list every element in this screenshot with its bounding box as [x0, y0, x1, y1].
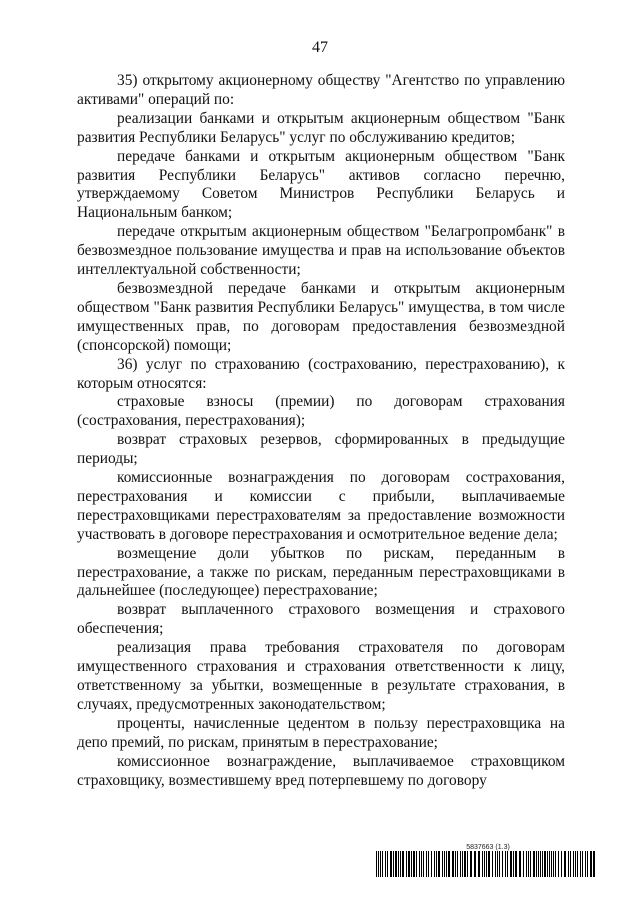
paragraph: 36) услуг по страхованию (сострахованию, перестрахованию), к которым относятся:: [77, 355, 565, 392]
barcode-bar: [499, 851, 500, 877]
barcode-bar: [444, 851, 445, 877]
barcode-bar: [385, 851, 386, 877]
barcode-bar: [580, 851, 581, 877]
barcode-bar: [387, 851, 388, 877]
barcode-bar: [495, 851, 496, 877]
barcode-bar: [547, 851, 548, 877]
barcode-bar: [428, 851, 429, 877]
barcode-bar: [416, 851, 417, 877]
barcode-bar: [400, 851, 401, 877]
barcode-bar: [390, 851, 392, 877]
barcode-bar: [426, 851, 427, 877]
page-number: 47: [312, 39, 328, 56]
barcode-bar: [455, 851, 456, 877]
barcode-bar: [448, 851, 450, 877]
barcode-bar: [593, 851, 595, 877]
barcode-bar: [438, 851, 440, 877]
barcode-bar: [505, 851, 506, 877]
barcode-bar: [573, 851, 574, 877]
barcode-bar: [507, 851, 508, 877]
barcode-bar: [406, 851, 407, 877]
barcode-bar: [553, 851, 554, 877]
barcode-bar: [513, 851, 514, 877]
barcode-bar: [470, 851, 472, 877]
paragraph: передаче открытым акционерным обществом "Белагропромбанк" в безвозмездное пользование имущества и прав на использование объектов интеллектуальной собственности;: [77, 223, 565, 279]
paragraph: страховые взносы (премии) по договорам страхования (сострахования, перестрахования);: [77, 393, 565, 430]
barcode-bar: [380, 851, 381, 877]
barcode-bar: [423, 851, 424, 877]
barcode-bar: [442, 851, 443, 877]
barcode-bar: [382, 851, 383, 877]
barcode-bar: [540, 851, 541, 877]
paragraph: безвозмездной передаче банками и открытым акционерным обществом "Банк развития Республики Беларусь" имущества, в том числе имущественных прав, по договорам предоставления безвозмездной (спонсорской) помощи;: [77, 279, 565, 354]
barcode-bar: [577, 851, 578, 877]
barcode-bar: [533, 851, 535, 877]
barcode-bar: [542, 851, 543, 877]
barcode-bar: [478, 851, 480, 877]
barcode-bar: [530, 851, 531, 877]
barcode: [374, 851, 600, 877]
barcode-bar: [378, 851, 379, 877]
barcode-bar: [492, 851, 493, 877]
barcode-bar: [393, 851, 394, 877]
barcode-bar: [488, 851, 490, 877]
barcode-bar: [551, 851, 552, 877]
barcode-bar: [434, 851, 435, 877]
barcode-bar: [526, 851, 527, 877]
barcode-bar: [497, 851, 498, 877]
barcode-bar: [502, 851, 503, 877]
barcode-bar: [544, 851, 546, 877]
barcode-bar: [585, 851, 586, 877]
barcode-bar: [419, 851, 420, 877]
paragraph: передаче банками и открытым акционерным обществом "Банк развития Республики Беларусь" активов согласно перечню, утверждаемому Советом Министров Республики Беларусь и Национальным банком;: [77, 147, 565, 222]
barcode-bar: [515, 851, 517, 877]
barcode-bar: [587, 851, 588, 877]
paragraph: возмещение доли убытков по рискам, переданным в перестрахование, а также по рискам, переданным перестраховщиками в дальнейшее (последующее) перестрахование;: [77, 544, 565, 600]
barcode-bar: [528, 851, 529, 877]
barcode-bar: [474, 851, 476, 877]
barcode-bar: [411, 851, 412, 877]
barcode-bar: [519, 851, 521, 877]
barcode-bar: [402, 851, 404, 877]
barcode-caption: 5837663 (1.3): [466, 844, 510, 851]
paragraph: реализация права требования страхователя по договорам имущественного страхования и страхования ответственности к лицу, ответственному за убытки, возмещенные в результате страхования, в случаях, предусмотренных законодательством;: [77, 639, 565, 713]
barcode-bar: [436, 851, 437, 877]
barcode-bar: [398, 851, 399, 877]
barcode-bar: [486, 851, 487, 877]
paragraph: возврат страховых резервов, сформированных в предыдущие периоды;: [77, 431, 565, 468]
barcode-bar: [421, 851, 422, 877]
paragraph: проценты, начисленные цедентом в пользу перестраховщика на депо премий, по рискам, принятым в перестрахование;: [77, 714, 565, 751]
barcode-bar: [376, 851, 377, 877]
barcode-bar: [431, 851, 432, 877]
barcode-bar: [510, 851, 512, 877]
barcode-bar: [538, 851, 539, 877]
barcode-bar: [413, 851, 415, 877]
barcode-bar: [395, 851, 397, 877]
barcode-bar: [590, 851, 592, 877]
document-body: [77, 72, 565, 790]
barcode-bar: [568, 851, 569, 877]
barcode-bar: [462, 851, 463, 877]
barcode-bar: [452, 851, 454, 877]
barcode-bar: [446, 851, 447, 877]
paragraph: реализации банками и открытым акционерным обществом "Банк развития Республики Беларусь" услуг по обслуживанию кредитов;: [77, 109, 565, 146]
paragraph: возврат выплаченного страхового возмещения и страхового обеспечения;: [77, 601, 565, 638]
barcode-bar: [464, 851, 466, 877]
barcode-bar: [467, 851, 468, 877]
barcode-bar: [482, 851, 483, 877]
barcode-bar: [523, 851, 524, 877]
paragraph: комиссионные вознаграждения по договорам сострахования, перестрахования и комиссии с прибыли, выплачиваемые перестраховщиками перестрахователям за предоставление возможности участвовать в договоре перестрахования и осмотрительное ведение дела;: [77, 469, 565, 543]
barcode-bar: [457, 851, 458, 877]
barcode-bar: [570, 851, 571, 877]
barcode-bar: [564, 851, 566, 877]
barcode-bar: [408, 851, 410, 877]
barcode-bar: [555, 851, 556, 877]
paragraph: комиссионное вознаграждение, выплачиваемое страховщиком страховщику, возместившему вред потерпевшему по договору: [77, 752, 565, 789]
barcode-bar: [582, 851, 583, 877]
barcode-bar: [536, 851, 537, 877]
barcode-bar: [558, 851, 559, 877]
barcode-bar: [575, 851, 576, 877]
barcode-bar: [549, 851, 550, 877]
barcode-bar: [484, 851, 485, 877]
barcode-bar: [561, 851, 562, 877]
paragraph: 35) открытому акционерному обществу "Агентство по управлению активами" операций по:: [77, 72, 565, 108]
barcode-bar: [460, 851, 461, 877]
